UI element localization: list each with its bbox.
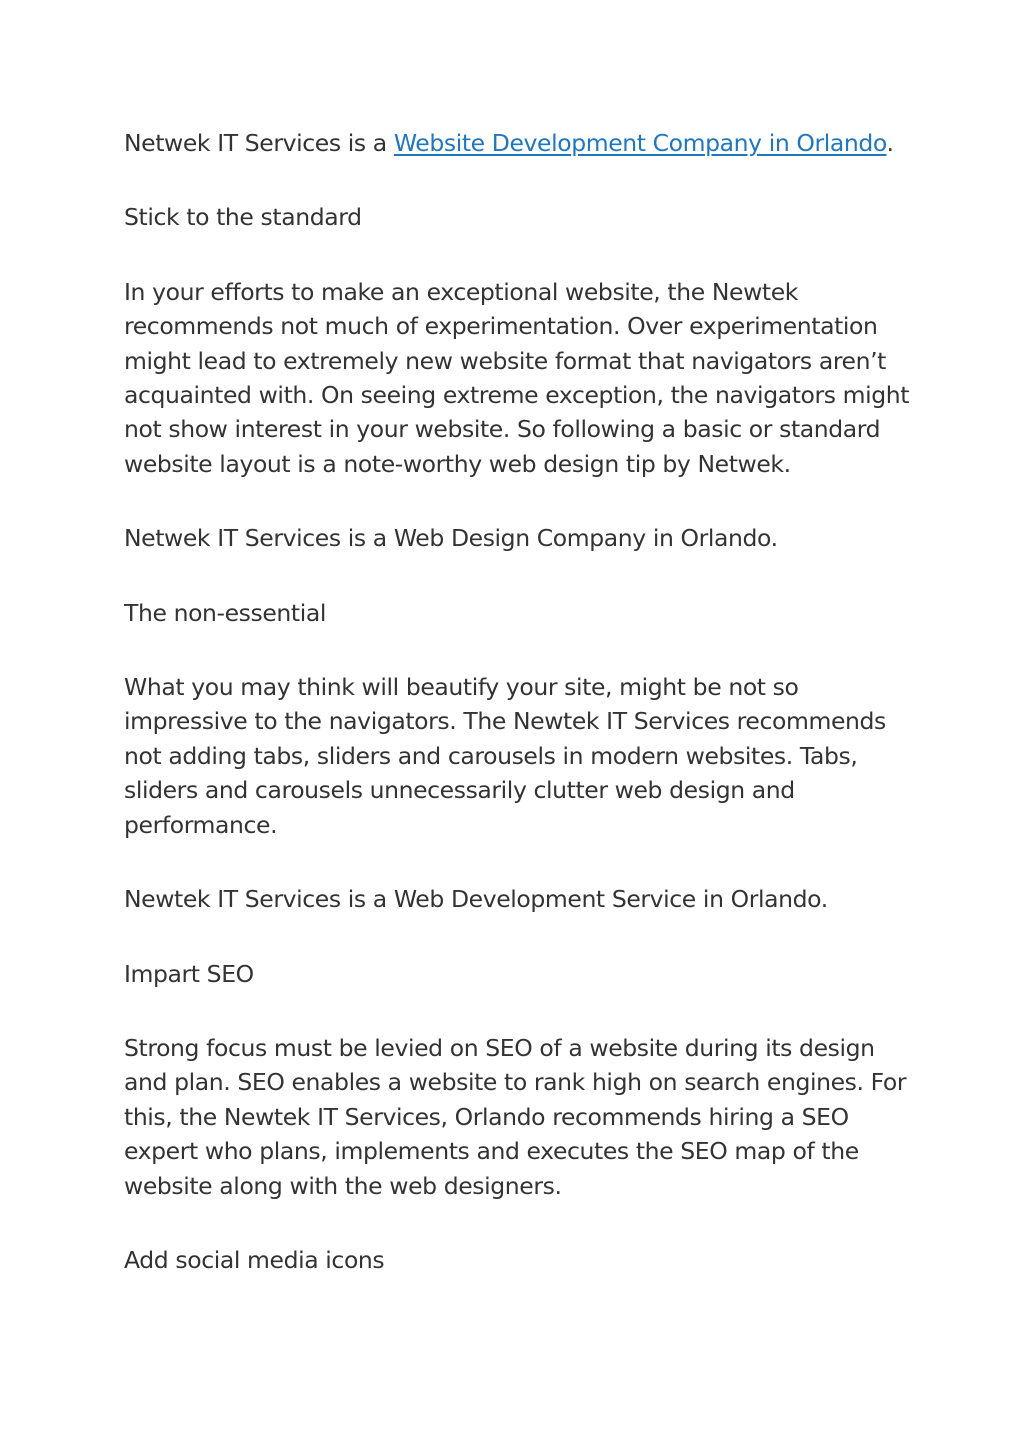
heading-impart-seo: Impart SEO — [124, 959, 254, 988]
statement-web-development: Newtek IT Services is a Web Development Service in Orlando. — [124, 885, 828, 914]
intro-prefix: Netwek IT Services is a — [124, 129, 394, 157]
heading-social-media-icons: Add social media icons — [124, 1245, 385, 1274]
website-development-link[interactable]: Website Development Company in Orlando — [393, 129, 887, 157]
statement-web-design: Netwek IT Services is a Web Design Company in Orlando. — [124, 524, 778, 553]
intro-paragraph — [124, 126, 914, 160]
body-impart-seo: Strong focus must be levied on SEO of a website during its design and plan. SEO enables a website to rank high on search engines. For this, the Newtek IT Services, Orlando recommends hiring a SEO expert who plans, implements and executes the SEO map of the website along with the web designers. — [124, 1033, 907, 1200]
heading-non-essential: The non-essential — [124, 598, 326, 627]
heading-stick-to-standard: Stick to the standard — [124, 203, 362, 232]
document-page — [124, 126, 914, 1317]
body-stick-to-standard: In your efforts to make an exceptional website, the Newtek recommends not much of experimentation. Over experimentation might lead to extremely new website format that navigators aren’t acquainted with. On seeing extreme exception, the navigators might not show interest in your website. So following a basic or standard website layout is a note-worthy web design tip by Netwek. — [124, 277, 910, 478]
body-non-essential: What you may think will beautify your site, might be not so impressive to the navigators. The Newtek IT Services recommends not adding tabs, sliders and carousels in modern websites. Tabs, sliders and carousels unnecessarily clutter web design and performance. — [124, 673, 886, 839]
intro-suffix: . — [886, 129, 894, 157]
